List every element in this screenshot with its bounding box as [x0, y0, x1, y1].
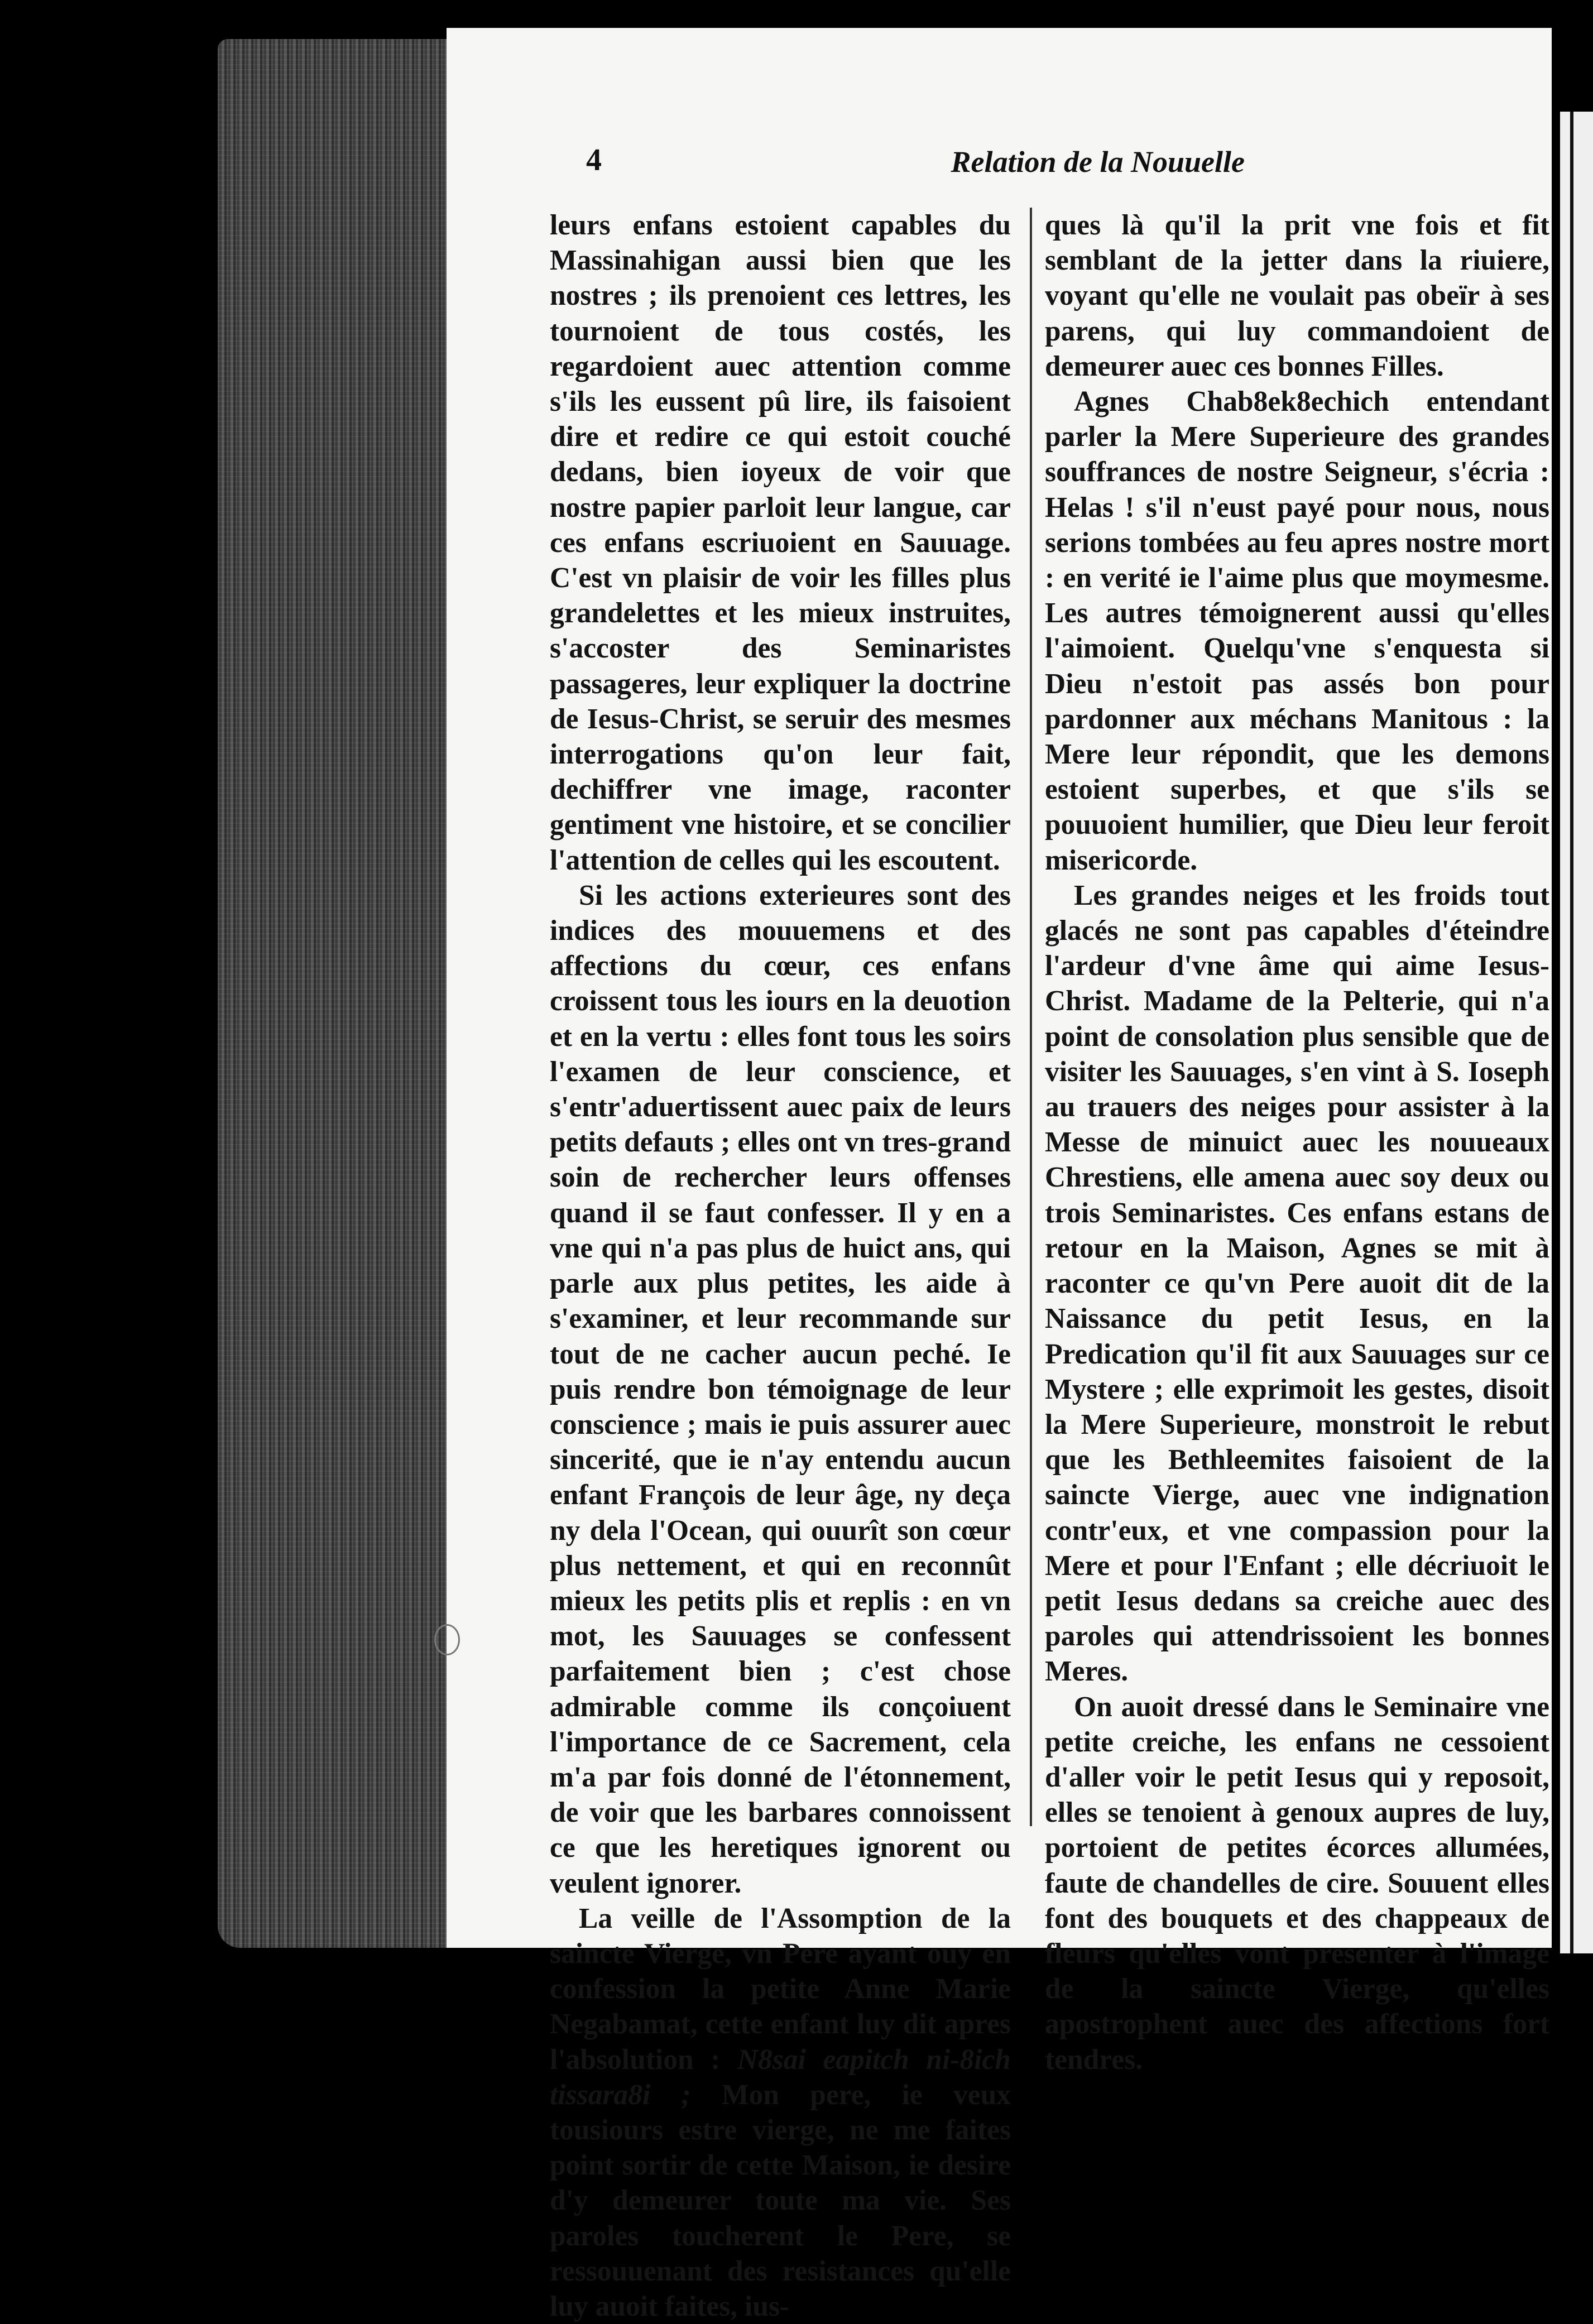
book-spine-edge	[218, 39, 452, 1948]
page-number: 4	[586, 143, 602, 177]
margin-stamp-mark	[434, 1624, 460, 1655]
paragraph-text: La veille de l'Assomption de la saincte Vierge, vn Pere ayant ouy en confession la petite Anne Marie Negabamat, cette enfant luy dit apres l'absolution :	[550, 1902, 1011, 2076]
paragraph: Si les actions exterieures sont des indices des mouuemens et des affections du cœur, ces enfans croissent tous les iours en la deuotion et en la vertu : elles font tous les soirs l'examen de leur conscience, et s'entr'aduertissent auec paix de leurs petits defauts ; elles ont vn tres-grand soin de rechercher leurs offenses quand il se faut confesser. Il y en a vne qui n'a pas plus de huict ans, qui parle aux plus petites, les aide à s'examiner, et leur recommande sur tout de ne cacher aucun peché. Ie puis rendre bon témoignage de leur conscience ; mais ie puis assurer auec sincerité, que ie n'ay entendu aucun enfant François de leur âge, ny deça ny dela l'Ocean, qui ouurît son cœur plus nettement, et qui en reconnût mieux les petits plis et replis : en vn mot, les Sauuages se confessent parfaitement bien ; c'est chose admirable comme ils conçoiuent l'importance de ce Sacrement, cela m'a par fois donné de l'étonnement, de voir que les barbares connoissent ce que les heretiques ignorent ou veulent ignorer.	[550, 879, 1011, 1899]
column-divider	[1030, 208, 1032, 1826]
paragraph: On auoit dressé dans le Seminaire vne petite creiche, les enfans ne cessoient d'aller voir le petit Iesus qui y reposoit, elles se tenoient à genoux aupres de luy, portoient de petites écorces allumées, faute de chandelles de cire. Souuent elles font des bouquets et des chappeaux de fleurs qu'elles vont presenter à l'image de la saincte Vierge, qu'elles apostrophent auec des affections fort tendres.	[1045, 1691, 1549, 2076]
paragraph: ques là qu'il la prit vne fois et fit semblant de la jetter dans la riuiere, voyant qu'elle ne voulait pas obeïr à ses parens, qui luy commandoient de demeurer auec ces bonnes Filles.	[1045, 209, 1549, 382]
paragraph	[550, 1901, 1011, 2324]
right-text-column	[1045, 208, 1549, 2077]
paragraph: Agnes Chab8ek8echich entendant parler la Mere Superieure des grandes souffrances de nostre Seigneur, s'écria : Helas ! s'il n'eust payé pour nous, nous serions tombées au feu apres nostre mort : en verité ie l'aime plus que moymesme. Les autres témoignerent aussi qu'elles l'aimoient. Quelqu'vne s'enquesta si Dieu n'estoit pas assés bon pour pardonner aux méchans Manitous : la Mere leur répondit, que les demons estoient superbes, et que s'ils se pouuoient humilier, que Dieu leur feroit misericorde.	[1045, 386, 1549, 876]
left-text-column	[550, 208, 1011, 2324]
paragraph: leurs enfans estoient capables du Massinahigan aussi bien que les nostres ; ils prenoient ces lettres, les tournoient de tous costés, les regardoient auec attention comme s'ils les eussent pû lire, ils faisoient dire et redire ce qui estoit couché dedans, bien ioyeux de voir que nostre papier parloit leur langue, car ces enfans escriuoient en Sauuage. C'est vn plaisir de voir les filles plus grandelettes et les mieux instruites, s'accoster des Seminaristes passageres, leur expliquer la doctrine de Iesus-Christ, se seruir des mesmes interrogations qu'on leur fait, dechiffrer vne image, raconter gentiment vne histoire, et se concilier l'attention de celles qui les escoutent.	[550, 209, 1011, 876]
native-language-quote: N8sai eapitch ni-8ich tissara8i ;	[550, 2043, 1011, 2111]
page-header	[586, 142, 1245, 187]
paragraph-text: Mon pere, ie veux tousiours estre vierge, ne me faites point sortir de cette Maison, ie desire d'y demeurer toute ma vie. Ses paroles toucherent le Pere, se ressouuenant des resistances qu'elle luy auoit faites, ius-	[550, 2078, 1011, 2322]
running-title: Relation de la Nouuelle	[951, 145, 1245, 179]
facing-page-edge	[1560, 112, 1593, 1953]
paragraph: Les grandes neiges et les froids tout glacés ne sont pas capables d'éteindre l'ardeur d'vne âme qui aime Iesus-Christ. Madame de la Pelterie, qui n'a point de consolation plus sensible que de visiter les Sauuages, s'en vint à S. Ioseph au trauers des neiges pour assister à la Messe de minuict auec les nouueaux Chrestiens, elle amena auec soy deux ou trois Seminaristes. Ces enfans estans de retour en la Maison, Agnes se mit à raconter ce qu'vn Pere auoit dit de la Naissance du petit Iesus, en la Predication qu'il fit aux Sauuages sur ce Mystere ; elle exprimoit les gestes, disoit la Mere Superieure, monstroit le rebut que les Bethleemites faisoient de la saincte Vierge, auec vne indignation contr'eux, et vne compassion pour la Mere et pour l'Enfant ; elle décriuoit le petit Iesus dedans sa creiche auec des paroles qui attendrissoient les bonnes Meres.	[1045, 879, 1549, 1688]
gutter-rule	[1570, 112, 1573, 1953]
